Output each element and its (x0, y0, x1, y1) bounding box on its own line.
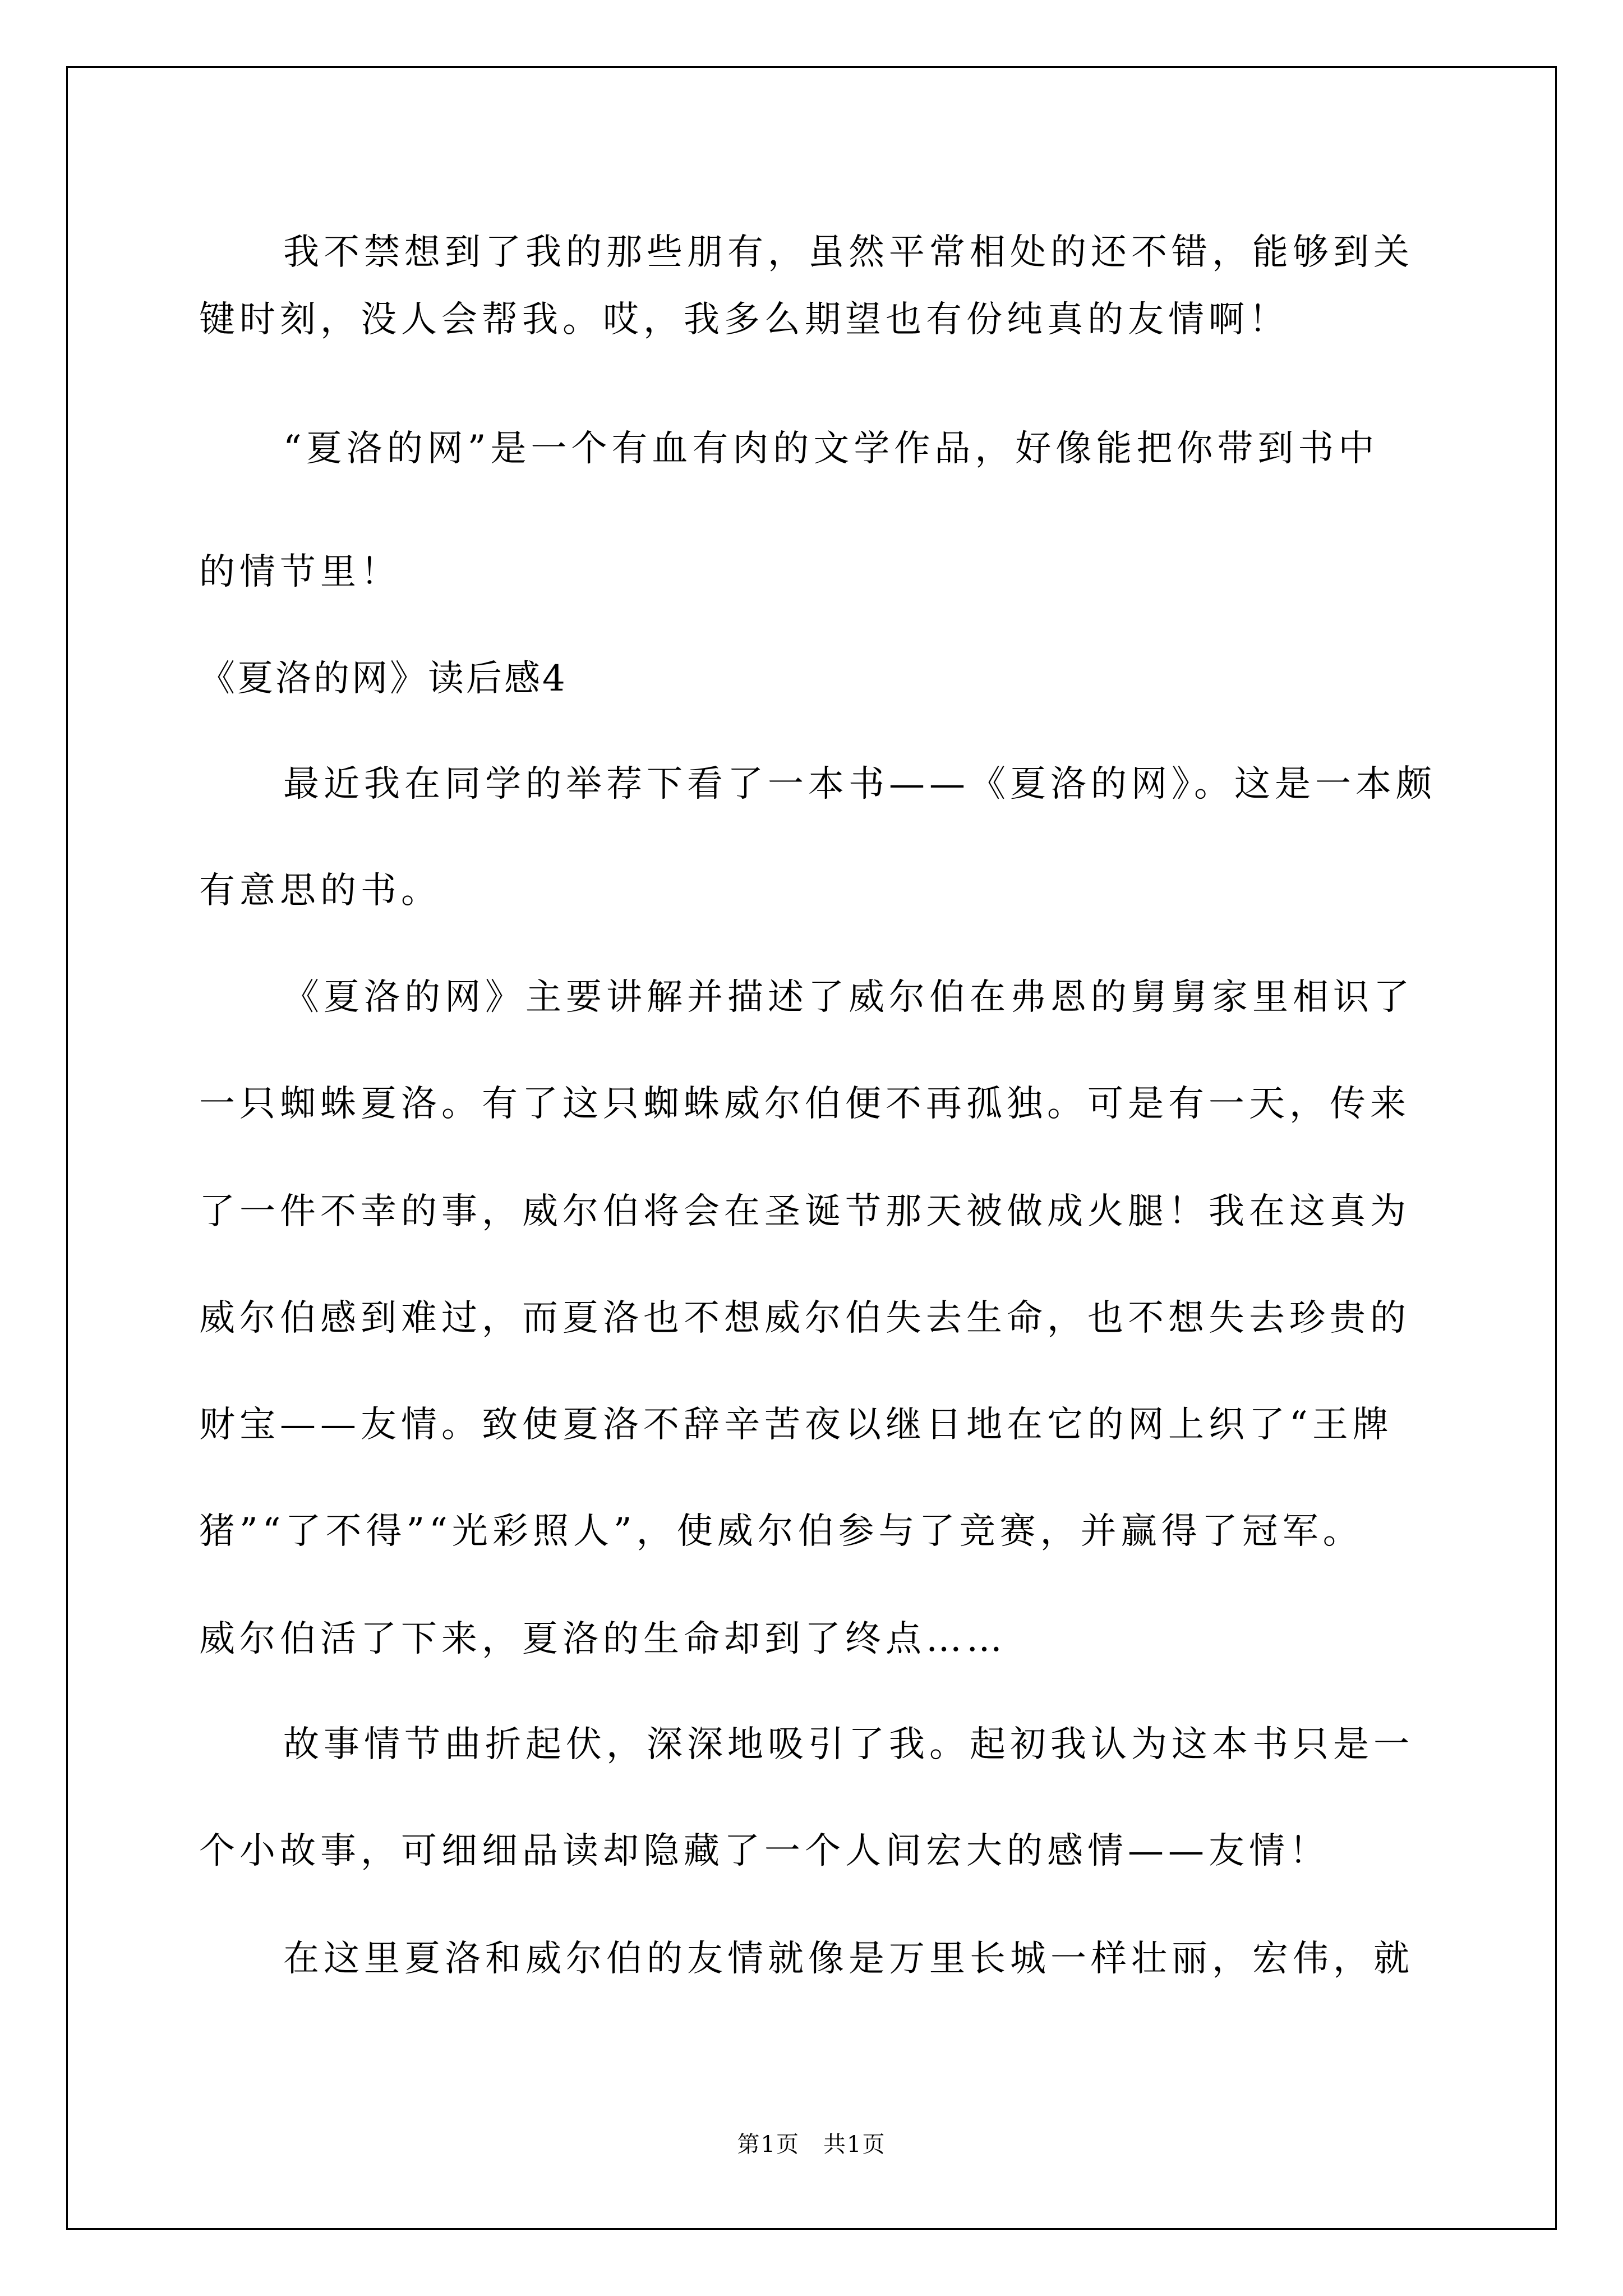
paragraph-line: 最近我在同学的举荐下看了一本书——《夏洛的网》。这是一本颇 (283, 763, 1436, 805)
paragraph-line: 了一件不幸的事，威尔伯将会在圣诞节那天被做成火腿！我在这真为 (199, 1191, 1410, 1232)
paragraph-line: 一只蜘蛛夏洛。有了这只蜘蛛威尔伯便不再孤独。可是有一天，传来 (199, 1083, 1410, 1125)
paragraph-line: 猪”“了不得”“光彩照人”，使威尔伯参与了竞赛，并赢得了冠军。 (199, 1511, 1363, 1552)
paragraph-line: 的情节里！ (199, 551, 401, 593)
paragraph-line: 个小故事，可细细品读却隐藏了一个人间宏大的感情——友情！ (199, 1830, 1330, 1872)
page-footer: 第1页 共1页 (737, 2132, 886, 2157)
paragraph-line: 我不禁想到了我的那些朋有，虽然平常相处的还不错，能够到关 (283, 232, 1414, 273)
paragraph-line: “夏洛的网”是一个有血有肉的文学作品，好像能把你带到书中 (283, 428, 1379, 470)
paragraph-line: 威尔伯活了下来，夏洛的生命却到了终点…… (199, 1618, 1007, 1660)
paragraph-line: 有意思的书。 (199, 870, 441, 912)
section-heading: 《夏洛的网》读后感4 (199, 658, 568, 700)
paragraph-line: 威尔伯感到难过，而夏洛也不想威尔伯失去生命，也不想失去珍贵的 (199, 1297, 1410, 1339)
paragraph-line: 键时刻，没人会帮我。哎，我多么期望也有份纯真的友情啊！ (199, 299, 1289, 341)
paragraph-line: 财宝——友情。致使夏洛不辞辛苦夜以继日地在它的网上织了“王牌 (199, 1404, 1393, 1446)
page-frame (66, 66, 1557, 2230)
paragraph-line: 在这里夏洛和威尔伯的友情就像是万里长城一样壮丽，宏伟，就 (283, 1938, 1414, 1980)
paragraph-line: 《夏洛的网》主要讲解并描述了威尔伯在弗恩的舅舅家里相识了 (283, 977, 1414, 1018)
paragraph-line: 故事情节曲折起伏，深深地吸引了我。起初我认为这本书只是一 (283, 1724, 1414, 1765)
